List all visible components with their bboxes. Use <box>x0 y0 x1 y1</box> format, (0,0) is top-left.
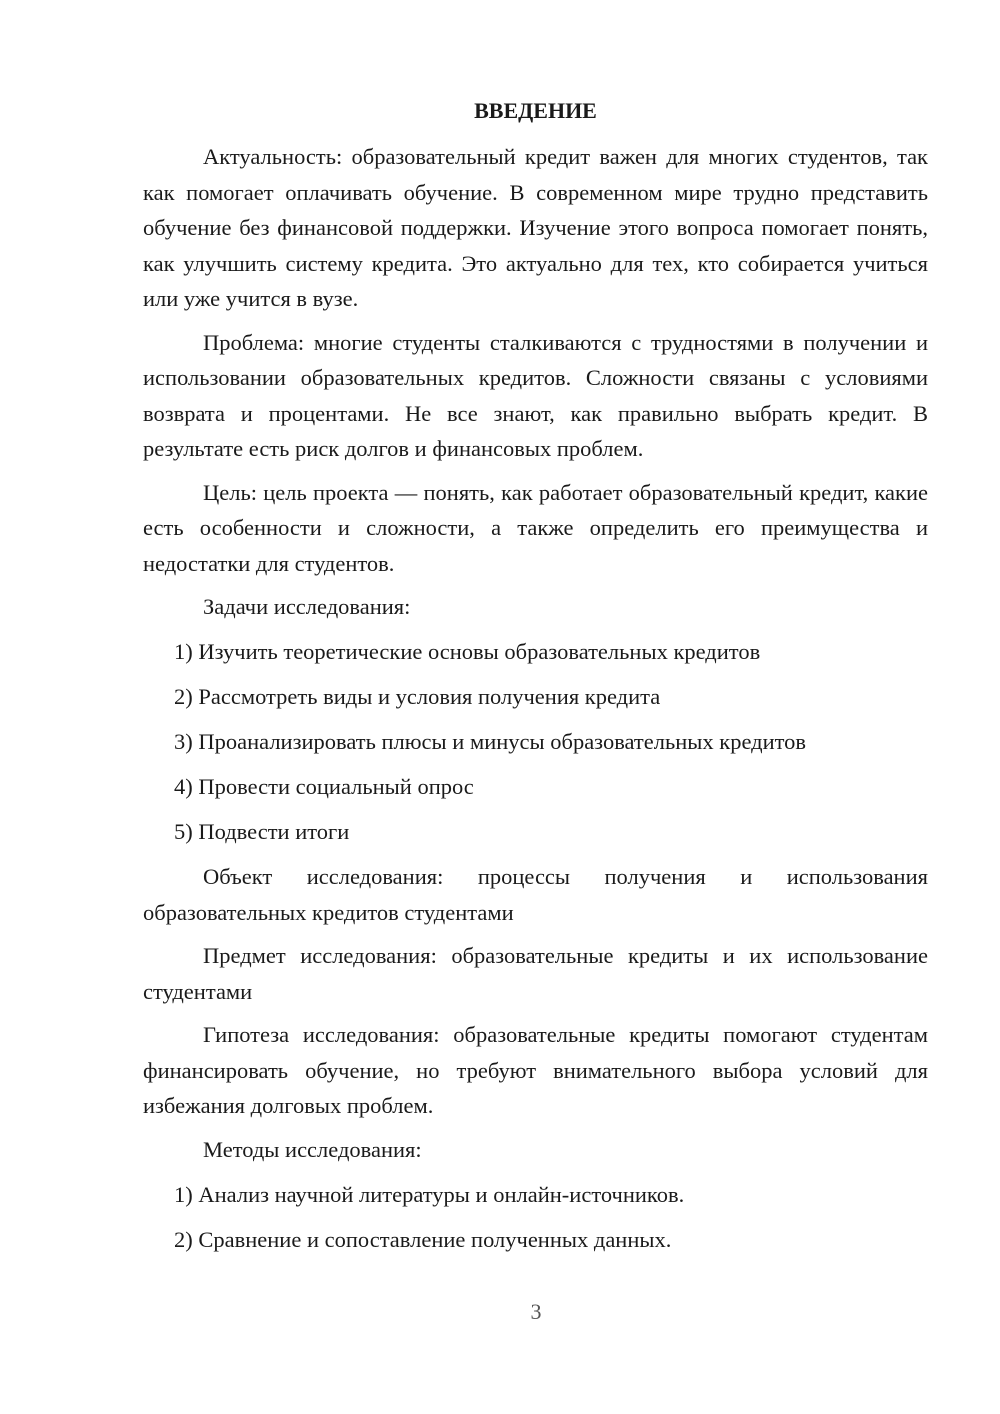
relevance-paragraph: Актуальность: образовательный кредит важен для многих студентов, так как помогает оплачивать обучение. В современном мире трудно представить обучение без финансовой поддержки. Изучение этого вопроса помогает понять, как улучшить систему кредита. Это актуально для тех, кто собирается учиться или уже учится в вузе. <box>143 144 928 311</box>
task-item-4: 4) Провести социальный опрос <box>174 774 474 799</box>
task-item-2: 2) Рассмотреть виды и условия получения кредита <box>174 684 661 709</box>
task-item-3: 3) Проанализировать плюсы и минусы образовательных кредитов <box>174 729 807 754</box>
document-page <box>143 93 928 1267</box>
task-item-1: 1) Изучить теоретические основы образовательных кредитов <box>174 639 761 664</box>
method-item-2: 2) Сравнение и сопоставление полученных данных. <box>174 1226 672 1252</box>
method-item-1: 1) Анализ научной литературы и онлайн-источников. <box>174 1181 685 1207</box>
tasks-heading: Задачи исследования: <box>203 594 411 619</box>
hypothesis-paragraph: Гипотеза исследования: образовательные кредиты помогают студентам финансировать обучение, но требуют внимательного выбора условий для избежания долговых проблем. <box>143 1022 928 1118</box>
task-item-5: 5) Подвести итоги <box>174 819 350 844</box>
subject-paragraph: Предмет исследования: образовательные кредиты и их использование студентами <box>143 943 928 1004</box>
problem-paragraph: Проблема: многие студенты сталкиваются с трудностями в получении и использовании образовательных кредитов. Сложности связаны с условиями возврата и процентами. Не все знают, как правильно выбрать кредит. В результате есть риск долгов и финансовых проблем. <box>143 329 928 461</box>
section-title: ВВЕДЕНИЕ <box>474 98 597 123</box>
methods-heading: Методы исследования: <box>203 1136 422 1162</box>
goal-paragraph: Цель: цель проекта — понять, как работает образовательный кредит, какие есть особенности и сложности, а также определить его преимущества и недостатки для студентов. <box>143 479 928 576</box>
object-paragraph: Объект исследования: процессы получения и использования образовательных кредитов студентами <box>143 864 928 925</box>
page-number: 3 <box>530 1299 542 1324</box>
